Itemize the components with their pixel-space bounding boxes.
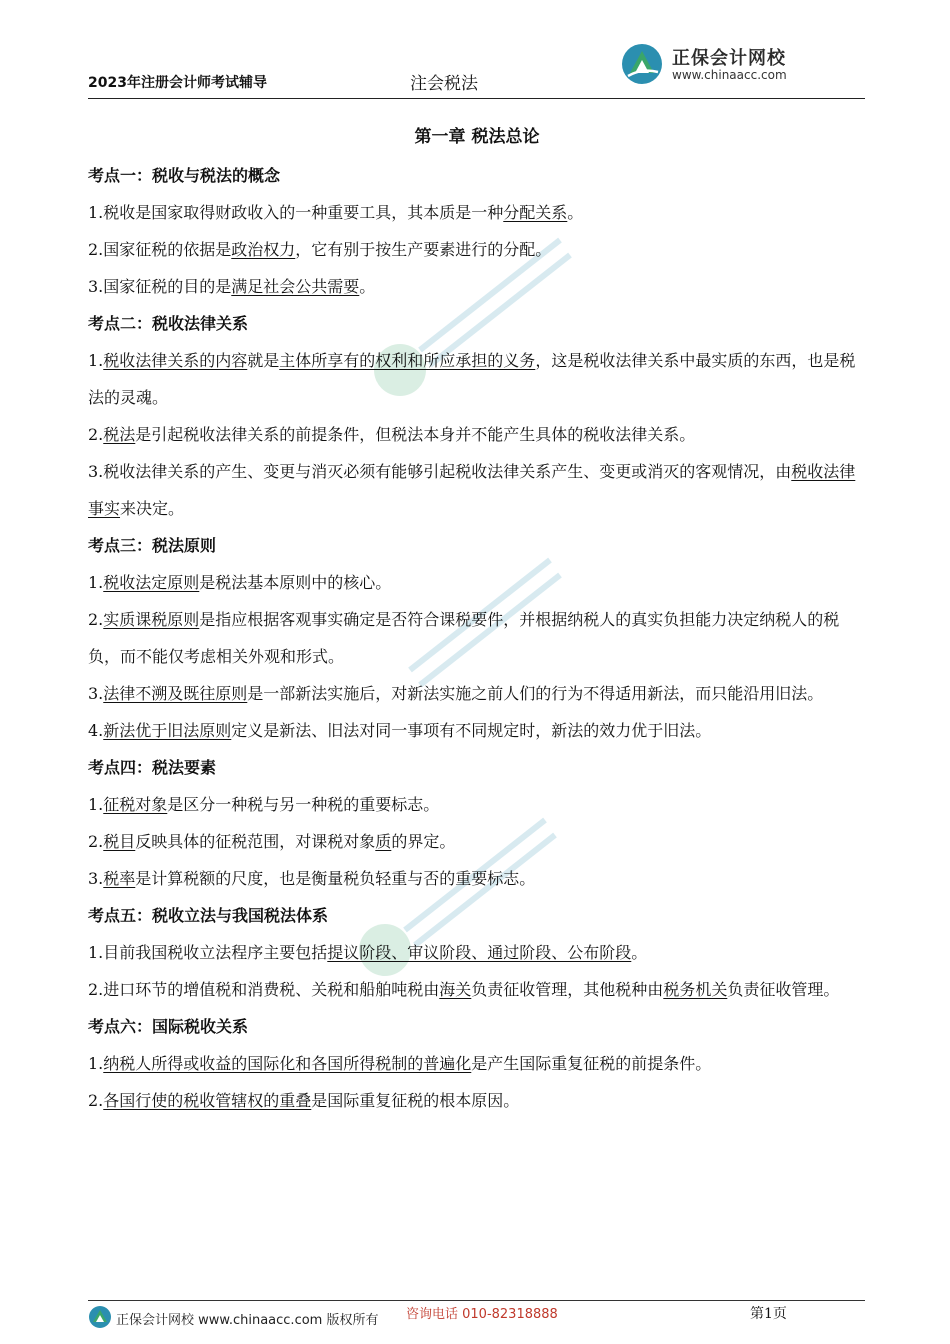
text-segment: 是引起税收法律关系的前提条件，但税法本身并不能产生具体的税收法律关系。 bbox=[135, 425, 696, 444]
list-item bbox=[88, 416, 866, 453]
list-item bbox=[88, 934, 866, 971]
text-segment: 1. bbox=[88, 351, 104, 370]
text-segment: 2. bbox=[88, 1091, 104, 1110]
text-segment: ，这是税收法律关系中最实质的东西，也是税法的灵魂。 bbox=[88, 351, 856, 407]
footer-phone: 咨询电话 010-82318888 bbox=[406, 1307, 558, 1322]
text-segment: 是指应根据客观事实确定是否符合课税要件，并根据纳税人的真实负担能力决定纳税人的税负，而不能仅考虑相关外观和形式。 bbox=[88, 610, 840, 666]
text-segment: 1.目前我国税收立法程序主要包括 bbox=[88, 943, 328, 962]
text-segment: 负责征收管理。 bbox=[727, 980, 840, 999]
section-heading: 考点五：税收立法与我国税法体系 bbox=[88, 906, 329, 925]
list-item bbox=[88, 601, 866, 675]
list-item bbox=[88, 268, 866, 305]
list-item bbox=[88, 823, 866, 860]
text-segment: 1. bbox=[88, 795, 104, 814]
section-heading: 考点三：税法原则 bbox=[88, 536, 217, 555]
text-segment: 1. bbox=[88, 1054, 104, 1073]
text-segment: 1. bbox=[88, 573, 104, 592]
text-segment: 3.国家征税的目的是 bbox=[88, 277, 232, 296]
text-segment: 2. bbox=[88, 425, 104, 444]
key-term: 税务机关 bbox=[663, 980, 728, 999]
text-segment: 负责征收管理，其他税种由 bbox=[471, 980, 664, 999]
list-item bbox=[88, 342, 866, 416]
key-term: 税收法律关系的内容 bbox=[103, 351, 248, 370]
section-heading: 考点二：税收法律关系 bbox=[88, 314, 249, 333]
header-exam-title: 2023年注册会计师考试辅导 bbox=[88, 75, 267, 91]
page-header bbox=[88, 36, 865, 99]
text-segment: 2.国家征税的依据是 bbox=[88, 240, 232, 259]
key-term: 税收法定原则 bbox=[103, 573, 200, 592]
list-item bbox=[88, 675, 866, 712]
text-segment: 4. bbox=[88, 721, 104, 740]
logo-url: www.chinaacc.com bbox=[672, 68, 787, 82]
sections-container bbox=[88, 157, 866, 1119]
text-segment: 。 bbox=[359, 277, 376, 296]
key-term: 纳税人所得或收益的国际化和各国所得税制的普遍化 bbox=[103, 1054, 472, 1073]
text-segment: 2. bbox=[88, 832, 104, 851]
list-item bbox=[88, 712, 866, 749]
key-term: 海关 bbox=[439, 980, 472, 999]
key-term: 税法 bbox=[103, 425, 136, 444]
page-footer bbox=[88, 1300, 865, 1335]
text-segment: 是产生国际重复征税的前提条件。 bbox=[471, 1054, 712, 1073]
list-item bbox=[88, 564, 866, 601]
list-item bbox=[88, 1082, 866, 1119]
text-segment: 来决定。 bbox=[120, 499, 185, 518]
footer-logo-icon bbox=[88, 1305, 112, 1329]
logo-mark-icon bbox=[620, 42, 664, 86]
text-segment: 2.进口环节的增值税和消费税、关税和船舶吨税由 bbox=[88, 980, 440, 999]
text-segment: 的界定。 bbox=[391, 832, 456, 851]
logo-text: 正保会计网校 bbox=[672, 48, 786, 69]
key-term: 政治权力 bbox=[231, 240, 296, 259]
key-term: 征税对象 bbox=[103, 795, 168, 814]
text-segment: 1.税收是国家取得财政收入的一种重要工具，其本质是一种 bbox=[88, 203, 504, 222]
chapter-title: 第一章 税法总论 bbox=[414, 127, 540, 147]
key-term: 法律不溯及既往原则 bbox=[103, 684, 248, 703]
text-segment: 是一部新法实施后，对新法实施之前人们的行为不得适用新法，而只能沿用旧法。 bbox=[247, 684, 824, 703]
list-item bbox=[88, 860, 866, 897]
text-segment: 是区分一种税与另一种税的重要标志。 bbox=[167, 795, 440, 814]
text-segment: 是计算税额的尺度，也是衡量税负轻重与否的重要标志。 bbox=[135, 869, 536, 888]
page-number: 第1页 bbox=[750, 1306, 787, 1322]
key-term: 各国行使的税收管辖权的重叠 bbox=[103, 1091, 312, 1110]
header-subject: 注会税法 bbox=[410, 74, 478, 94]
text-segment: 是国际重复征税的根本原因。 bbox=[311, 1091, 520, 1110]
section-heading: 考点六：国际税收关系 bbox=[88, 1017, 249, 1036]
text-segment: 定义是新法、旧法对同一事项有不同规定时，新法的效力优于旧法。 bbox=[231, 721, 712, 740]
key-term: 实质课税原则 bbox=[103, 610, 200, 629]
brand-logo[interactable] bbox=[620, 38, 805, 88]
list-item bbox=[88, 971, 866, 1008]
document-body bbox=[88, 116, 866, 1119]
text-segment: 是税法基本原则中的核心。 bbox=[199, 573, 392, 592]
key-term: 税收法律事实 bbox=[88, 462, 856, 518]
key-term: 税目 bbox=[103, 832, 136, 851]
section-heading: 考点一：税收与税法的概念 bbox=[88, 166, 281, 185]
list-item bbox=[88, 231, 866, 268]
key-term: 主体所享有的权利和所应承担的义务 bbox=[279, 351, 536, 370]
list-item bbox=[88, 1045, 866, 1082]
list-item bbox=[88, 786, 866, 823]
list-item bbox=[88, 194, 866, 231]
text-segment: 反映具体的征税范围，对课税对象 bbox=[135, 832, 376, 851]
text-segment: 3. bbox=[88, 869, 104, 888]
key-term: 税率 bbox=[103, 869, 136, 888]
text-segment: 2. bbox=[88, 610, 104, 629]
text-segment: 3. bbox=[88, 684, 104, 703]
text-segment: 。 bbox=[631, 943, 648, 962]
section-heading: 考点四：税法要素 bbox=[88, 758, 217, 777]
list-item bbox=[88, 453, 866, 527]
footer-brand: 正保会计网校 www.chinaacc.com 版权所有 bbox=[116, 1313, 379, 1328]
key-term: 提议阶段、审议阶段、通过阶段、公布阶段 bbox=[327, 943, 632, 962]
text-segment: 就是 bbox=[247, 351, 280, 370]
key-term: 分配关系 bbox=[503, 203, 568, 222]
key-term: 新法优于旧法原则 bbox=[103, 721, 232, 740]
key-term: 满足社会公共需要 bbox=[231, 277, 360, 296]
text-segment: ，它有别于按生产要素进行的分配。 bbox=[295, 240, 552, 259]
text-segment: 。 bbox=[567, 203, 584, 222]
key-term: 质 bbox=[375, 832, 392, 851]
text-segment: 3.税收法律关系的产生、变更与消灭必须有能够引起税收法律关系产生、变更或消灭的客观情况，由 bbox=[88, 462, 792, 481]
